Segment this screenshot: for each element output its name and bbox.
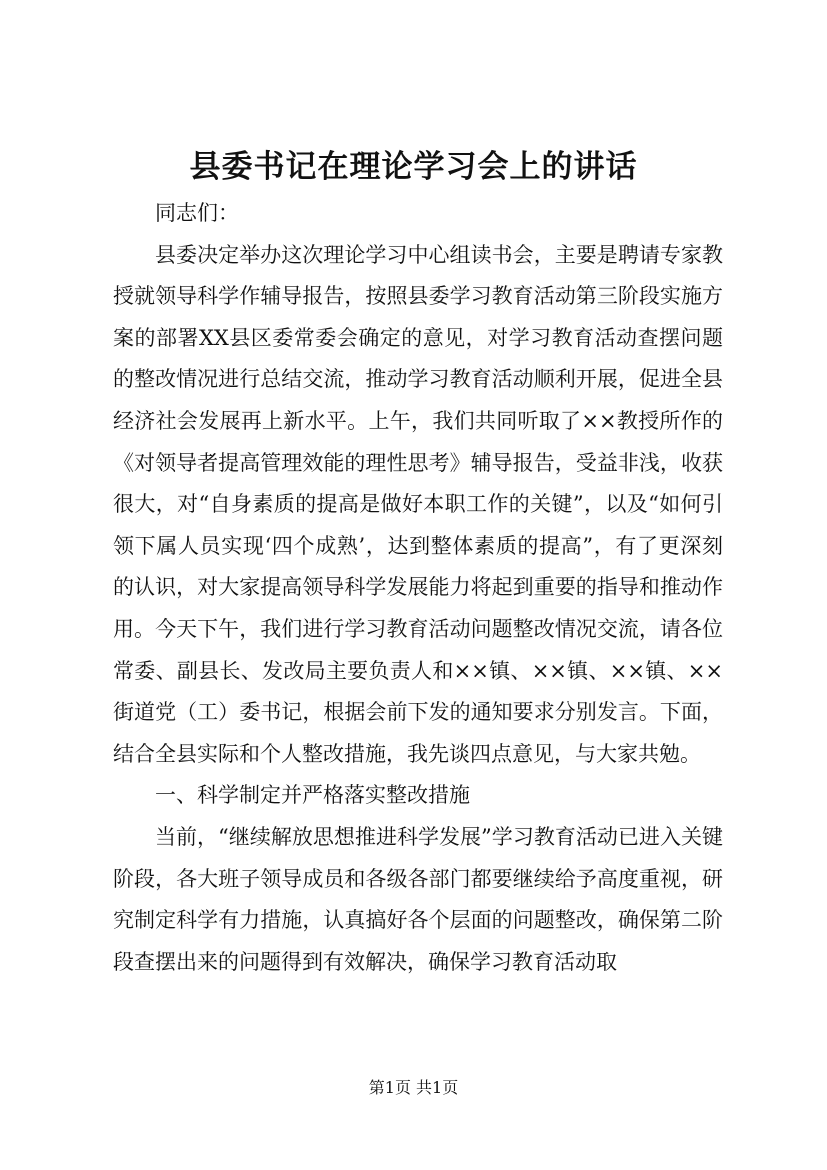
paragraph-1: 县委决定举办这次理论学习中心组读书会，主要是聘请专家教授就领导科学作辅导报告，按照县委学习教育活动第三阶段实施方案的部署XX县区委常委会确定的意见，对学习教育活动查摆问题的整改情况进行总结交流，推动学习教育活动顺利开展，促进全县经济社会发展再上新水平。上午，我们共同听取了××教授所作的《对领导者提高管理效能的理性思考》辅导报告，受益非浅，收获很大，对“自身素质的提高是做好本职工作的关键”，以及“如何引领下属人员实现‘四个成熟’，达到整体素质的提高”，有了更深刻的认识，对大家提高领导科学发展能力将起到重要的指导和推动作用。今天下午，我们进行学习教育活动问题整改情况交流，请各位常委、副县长、发改局主要负责人和××镇、××镇、××镇、××街道党（工）委书记，根据会前下发的通知要求分别发言。下面，结合全县实际和个人整改措施，我先谈四点意见，与大家共勉。 — [113, 242, 723, 766]
document-title: 县委书记在理论学习会上的讲话 — [189, 149, 638, 185]
document-body — [113, 193, 723, 983]
paragraph-2: 当前，“继续解放思想推进科学发展”学习教育活动已进入关键阶段，各大班子领导成员和各级各部门都要继续给予高度重视，研究制定科学有力措施，认真搞好各个层面的问题整改，确保第二阶段查摆出来的问题得到有效解决，确保学习教育活动取 — [113, 824, 723, 974]
page-footer: 第1页 共1页 — [368, 1078, 459, 1097]
section-heading-1: 一、科学制定并严格落实整改措施 — [155, 783, 470, 808]
salutation: 同志们： — [155, 201, 239, 225]
